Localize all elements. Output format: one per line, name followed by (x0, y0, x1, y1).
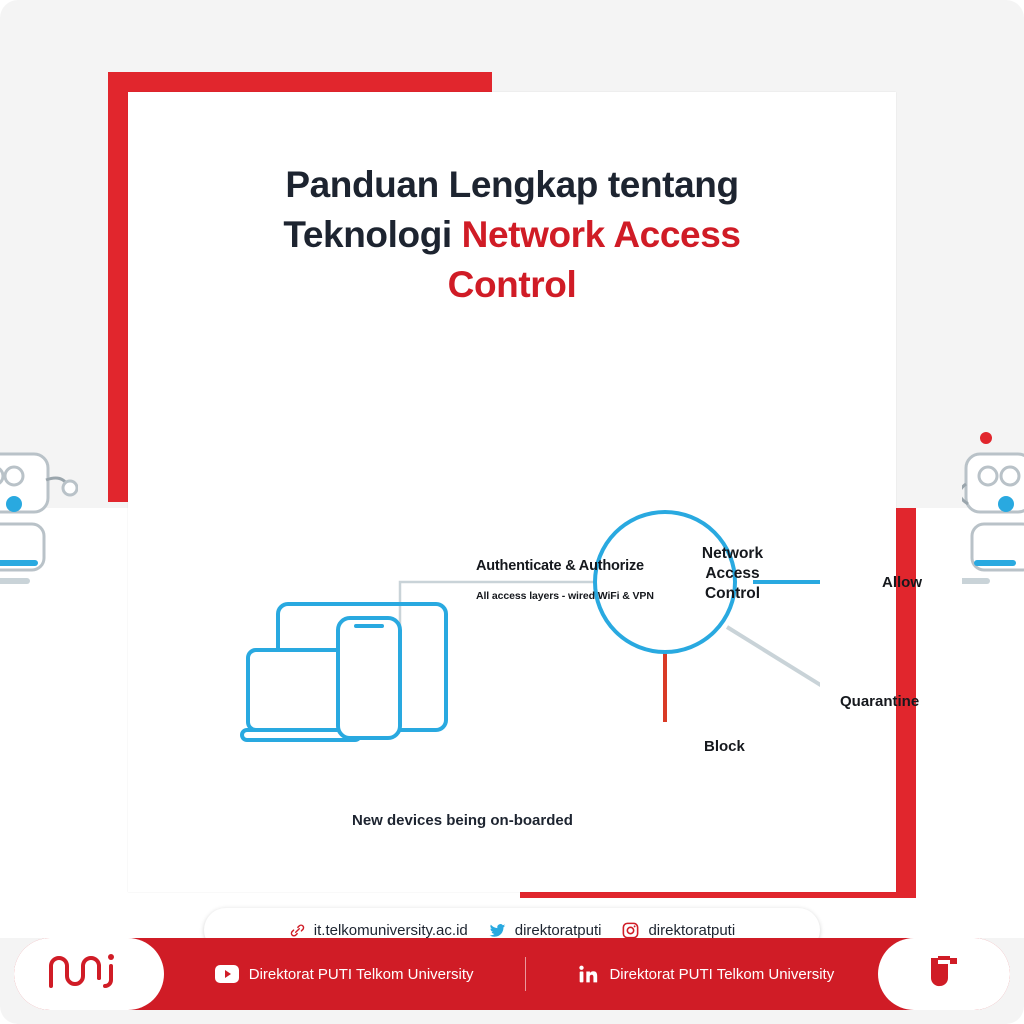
robot-mascot-right (962, 432, 1024, 592)
puti-logo (43, 952, 135, 997)
social-item-instagram[interactable] (621, 921, 735, 940)
social-item-website[interactable] (289, 922, 468, 939)
nac-center-line-3: Control (704, 584, 761, 602)
title-line-3-accent: Control (447, 263, 577, 305)
title-line-1: Panduan Lengkap tentang (285, 164, 739, 205)
telkom-university-logo (921, 952, 967, 997)
title-line-2-accent: Network Access (461, 213, 741, 255)
label-block: Block (704, 738, 745, 755)
title-line-2-prefix: Teknologi (283, 213, 462, 255)
social-item-twitter[interactable] (488, 921, 602, 940)
label-access-layers: All access layers - wired WiFi & VPN (476, 590, 654, 602)
youtube-icon (215, 965, 239, 983)
nac-center-line-1: Network (701, 545, 764, 562)
bar-label-linkedin: Direktorat PUTI Telkom University (609, 965, 835, 983)
diagram-graphics (210, 422, 820, 842)
label-quarantine: Quarantine (840, 693, 920, 710)
bar-item-linkedin[interactable] (577, 964, 834, 984)
label-new-devices: New devices being on-boarded (352, 812, 573, 829)
nac-center-line-2: Access (705, 564, 760, 582)
social-label-instagram: direktoratputi (648, 921, 736, 939)
bar-divider (525, 957, 526, 991)
label-allow: Allow (882, 574, 922, 591)
social-label-twitter: direktoratputi (514, 921, 602, 939)
bottom-bar-items (189, 938, 860, 1010)
slide-card (128, 92, 922, 892)
nac-center-label (665, 544, 800, 603)
bottom-bar (14, 938, 1010, 1010)
social-label-website: it.telkomuniversity.ac.id (313, 921, 468, 939)
twitter-icon (488, 921, 507, 940)
label-authenticate-authorize: Authenticate & Authorize (476, 558, 644, 574)
robot-mascot-left (0, 432, 78, 592)
bar-item-youtube[interactable] (215, 965, 474, 983)
link-icon (289, 922, 306, 939)
nac-diagram (210, 422, 922, 842)
linkedin-icon (577, 964, 599, 984)
instagram-icon (621, 921, 640, 940)
university-logo-pill (878, 938, 1010, 1010)
brand-logo-pill (14, 938, 164, 1010)
bar-label-youtube: Direktorat PUTI Telkom University (248, 965, 474, 983)
page-title (188, 160, 836, 310)
